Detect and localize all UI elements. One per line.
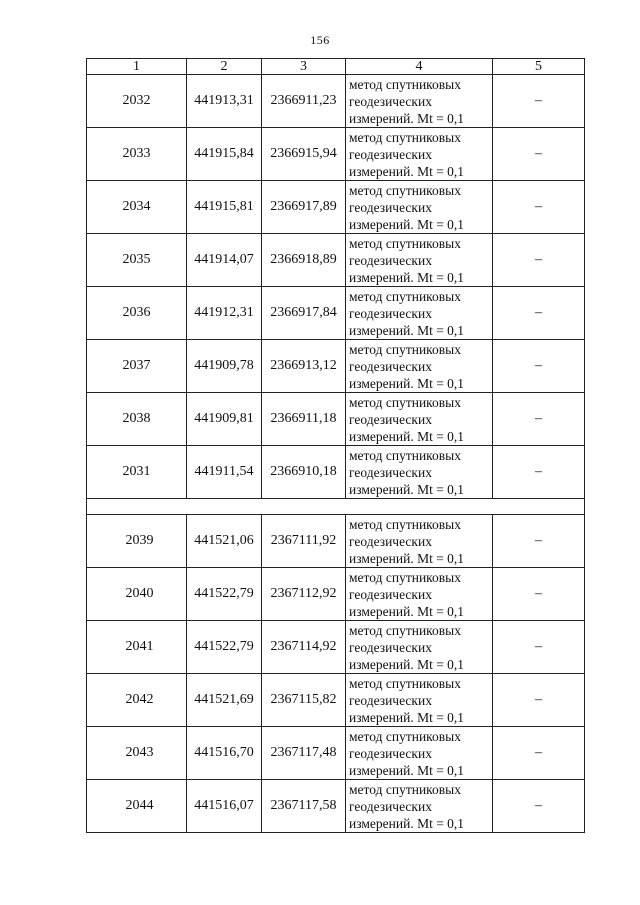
y-coordinate-cell: 2367114,92 [262, 621, 346, 674]
method-cell [346, 340, 493, 393]
method-line: метод спутниковых [349, 235, 461, 251]
method-line: измерений. Mt = 0,1 [349, 375, 465, 391]
method-line: геодезических [349, 199, 432, 215]
method-line: измерений. Mt = 0,1 [349, 481, 465, 497]
method-line: геодезических [349, 464, 432, 480]
method-line: метод спутниковых [349, 622, 461, 638]
point-number-cell: 2036 [87, 287, 187, 340]
table-row [87, 568, 585, 621]
x-coordinate-cell: 441909,78 [187, 340, 262, 393]
method-line: измерений. Mt = 0,1 [349, 709, 465, 725]
note-cell: – [493, 515, 585, 568]
table-row [87, 393, 585, 446]
table-row [87, 75, 585, 128]
method-cell [346, 780, 493, 833]
note-cell: – [493, 727, 585, 780]
method-line: метод спутниковых [349, 129, 461, 145]
method-line: геодезических [349, 798, 432, 814]
point-number-cell: 2032 [87, 75, 187, 128]
y-coordinate-cell: 2367112,92 [262, 568, 346, 621]
note-cell: – [493, 780, 585, 833]
point-number-cell: 2031 [87, 446, 187, 499]
column-header-1: 1 [87, 59, 187, 75]
x-coordinate-cell: 441521,69 [187, 674, 262, 727]
y-coordinate-cell: 2366913,12 [262, 340, 346, 393]
y-coordinate-cell: 2366910,18 [262, 446, 346, 499]
x-coordinate-cell: 441911,54 [187, 446, 262, 499]
note-cell: – [493, 674, 585, 727]
note-cell: – [493, 181, 585, 234]
note-cell: – [493, 393, 585, 446]
table-row [87, 727, 585, 780]
section-separator-cell [87, 499, 585, 515]
x-coordinate-cell: 441521,06 [187, 515, 262, 568]
method-cell [346, 75, 493, 128]
method-line: метод спутниковых [349, 447, 461, 463]
note-cell: – [493, 621, 585, 674]
method-line: геодезических [349, 639, 432, 655]
note-cell: – [493, 75, 585, 128]
x-coordinate-cell: 441516,07 [187, 780, 262, 833]
method-cell [346, 515, 493, 568]
page-number: 156 [310, 33, 330, 47]
method-line: геодезических [349, 358, 432, 374]
method-line: измерений. Mt = 0,1 [349, 428, 465, 444]
method-line: метод спутниковых [349, 76, 461, 92]
method-cell [346, 621, 493, 674]
method-line: геодезических [349, 146, 432, 162]
table-row [87, 780, 585, 833]
point-number-cell: 2043 [87, 727, 187, 780]
y-coordinate-cell: 2366917,84 [262, 287, 346, 340]
x-coordinate-cell: 441522,79 [187, 621, 262, 674]
x-coordinate-cell: 441914,07 [187, 234, 262, 287]
y-coordinate-cell: 2366917,89 [262, 181, 346, 234]
method-line: метод спутниковых [349, 675, 461, 691]
method-line: геодезических [349, 586, 432, 602]
point-number-cell: 2042 [87, 674, 187, 727]
table-row [87, 674, 585, 727]
point-number-cell: 2040 [87, 568, 187, 621]
x-coordinate-cell: 441522,79 [187, 568, 262, 621]
note-cell: – [493, 446, 585, 499]
method-line: измерений. Mt = 0,1 [349, 216, 465, 232]
method-line: измерений. Mt = 0,1 [349, 815, 465, 831]
method-line: измерений. Mt = 0,1 [349, 269, 465, 285]
x-coordinate-cell: 441516,70 [187, 727, 262, 780]
method-cell [346, 181, 493, 234]
note-cell: – [493, 287, 585, 340]
note-cell: – [493, 568, 585, 621]
method-line: геодезических [349, 533, 432, 549]
table-row [87, 287, 585, 340]
y-coordinate-cell: 2366915,94 [262, 128, 346, 181]
note-cell: – [493, 340, 585, 393]
method-cell [346, 568, 493, 621]
method-cell [346, 287, 493, 340]
x-coordinate-cell: 441909,81 [187, 393, 262, 446]
method-line: геодезических [349, 411, 432, 427]
table-header-row [87, 59, 585, 75]
note-cell: – [493, 234, 585, 287]
method-line: измерений. Mt = 0,1 [349, 550, 465, 566]
x-coordinate-cell: 441913,31 [187, 75, 262, 128]
y-coordinate-cell: 2366911,18 [262, 393, 346, 446]
y-coordinate-cell: 2366911,23 [262, 75, 346, 128]
method-cell [346, 446, 493, 499]
point-number-cell: 2033 [87, 128, 187, 181]
method-cell [346, 727, 493, 780]
x-coordinate-cell: 441912,31 [187, 287, 262, 340]
column-header-5: 5 [493, 59, 585, 75]
method-line: метод спутниковых [349, 569, 461, 585]
point-number-cell: 2034 [87, 181, 187, 234]
y-coordinate-cell: 2366918,89 [262, 234, 346, 287]
method-line: измерений. Mt = 0,1 [349, 762, 465, 778]
table-row [87, 340, 585, 393]
method-line: метод спутниковых [349, 341, 461, 357]
note-cell: – [493, 128, 585, 181]
point-number-cell: 2035 [87, 234, 187, 287]
method-line: измерений. Mt = 0,1 [349, 110, 465, 126]
coordinates-table [86, 58, 585, 833]
method-line: измерений. Mt = 0,1 [349, 603, 465, 619]
y-coordinate-cell: 2367117,48 [262, 727, 346, 780]
method-line: геодезических [349, 692, 432, 708]
method-cell [346, 234, 493, 287]
method-line: метод спутниковых [349, 728, 461, 744]
table-row [87, 234, 585, 287]
method-cell [346, 393, 493, 446]
table-row [87, 515, 585, 568]
method-line: измерений. Mt = 0,1 [349, 163, 465, 179]
method-line: метод спутниковых [349, 516, 461, 532]
section-separator-row [87, 499, 585, 515]
x-coordinate-cell: 441915,84 [187, 128, 262, 181]
table-row [87, 128, 585, 181]
y-coordinate-cell: 2367117,58 [262, 780, 346, 833]
point-number-cell: 2039 [87, 515, 187, 568]
column-header-3: 3 [262, 59, 346, 75]
table-row [87, 446, 585, 499]
method-line: метод спутниковых [349, 781, 461, 797]
method-line: геодезических [349, 745, 432, 761]
method-line: метод спутниковых [349, 288, 461, 304]
method-line: геодезических [349, 252, 432, 268]
column-header-4: 4 [346, 59, 493, 75]
point-number-cell: 2038 [87, 393, 187, 446]
method-line: геодезических [349, 305, 432, 321]
point-number-cell: 2044 [87, 780, 187, 833]
column-header-2: 2 [187, 59, 262, 75]
method-cell [346, 128, 493, 181]
method-line: измерений. Mt = 0,1 [349, 322, 465, 338]
method-line: геодезических [349, 93, 432, 109]
y-coordinate-cell: 2367115,82 [262, 674, 346, 727]
point-number-cell: 2037 [87, 340, 187, 393]
method-cell [346, 674, 493, 727]
x-coordinate-cell: 441915,81 [187, 181, 262, 234]
method-line: метод спутниковых [349, 182, 461, 198]
method-line: измерений. Mt = 0,1 [349, 656, 465, 672]
point-number-cell: 2041 [87, 621, 187, 674]
table-row [87, 181, 585, 234]
method-line: метод спутниковых [349, 394, 461, 410]
y-coordinate-cell: 2367111,92 [262, 515, 346, 568]
table-row [87, 621, 585, 674]
